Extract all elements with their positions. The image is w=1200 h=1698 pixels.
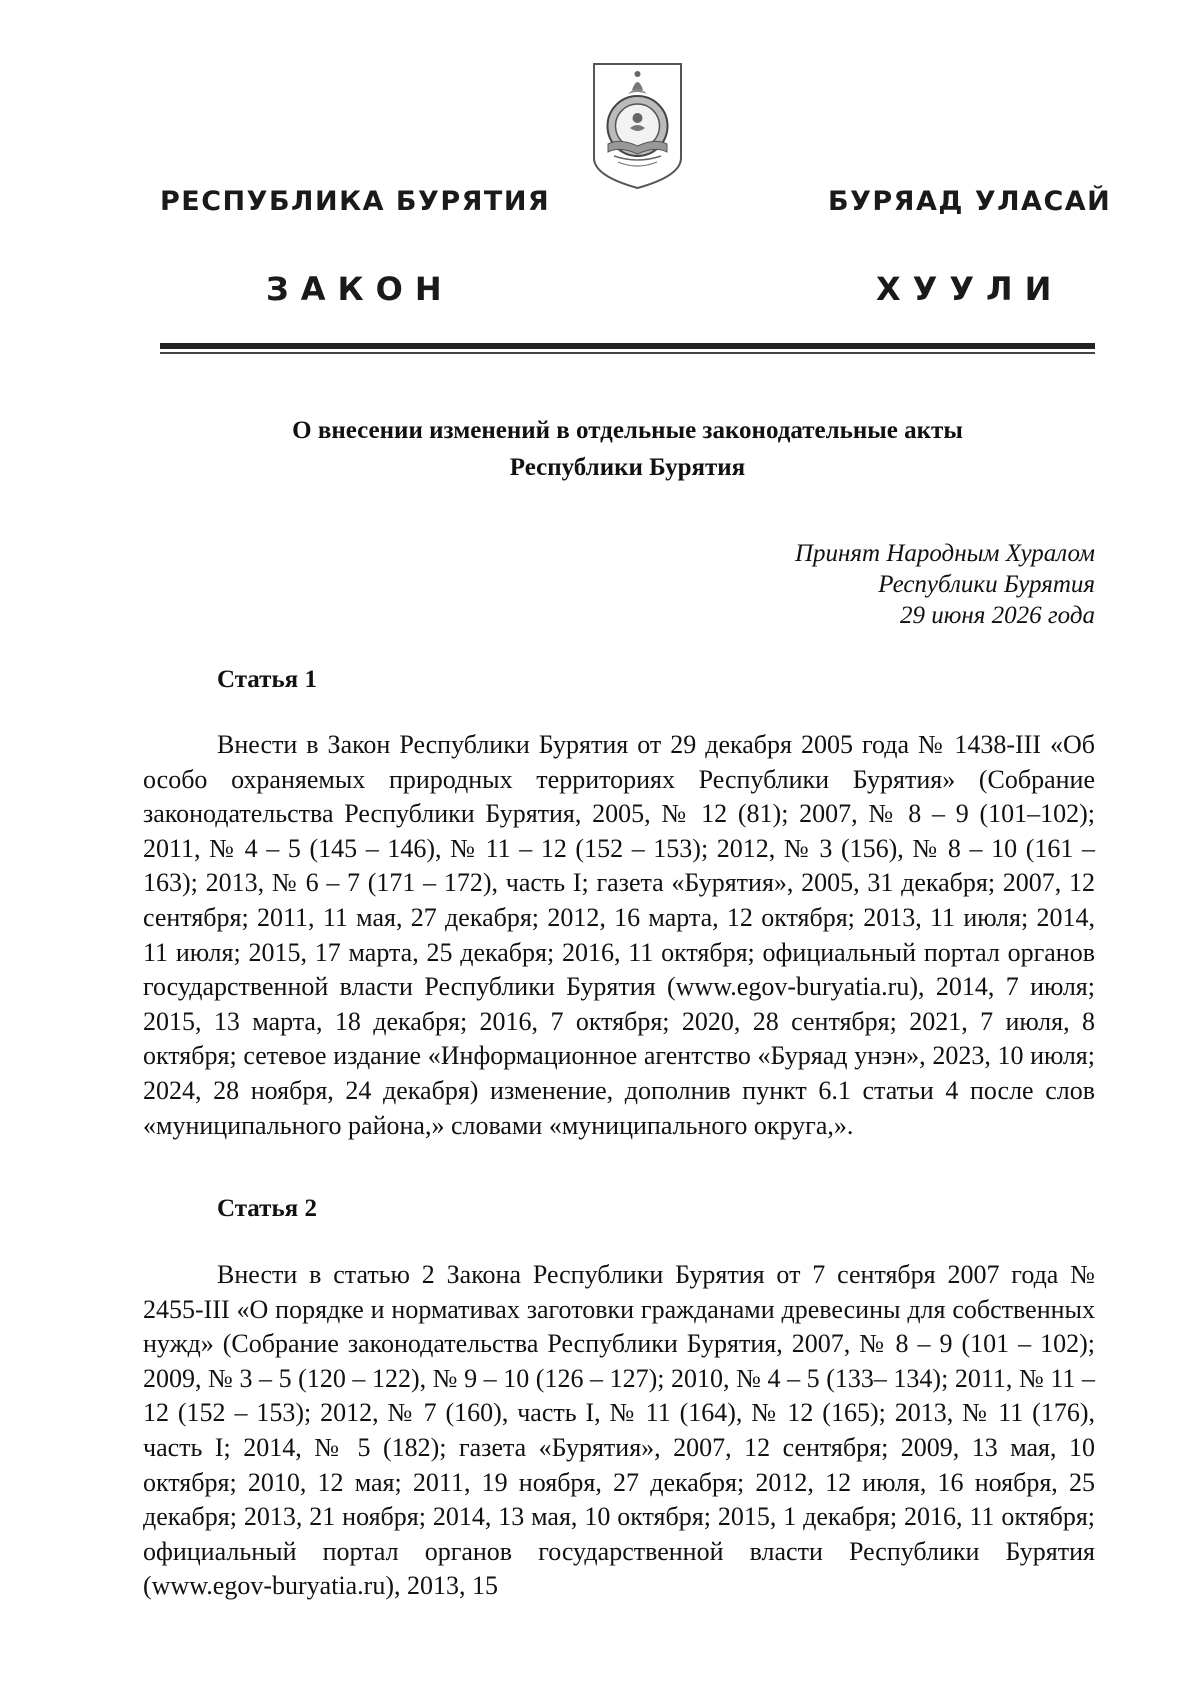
header-divider-thick bbox=[160, 343, 1095, 349]
republic-name-buryat: БУРЯАД УЛАСАЙ bbox=[828, 186, 1112, 217]
adoption-note-line-1: Принят Народным Хуралом bbox=[794, 540, 1095, 567]
document-title-line-2: Республики Бурятия bbox=[509, 454, 746, 481]
adoption-note bbox=[795, 538, 1095, 631]
article-1-heading: Статья 1 bbox=[217, 666, 317, 693]
document-title-line-1: О внесении изменений в отдельные законодательные акты bbox=[292, 417, 963, 444]
adoption-note-line-2: Республики Бурятия bbox=[878, 571, 1095, 598]
doc-type-buryat: ХУУЛИ bbox=[876, 270, 1064, 308]
adoption-date: 29 июня 2026 года bbox=[900, 602, 1095, 629]
header-divider-thin bbox=[160, 352, 1095, 354]
coat-of-arms-emblem bbox=[590, 60, 685, 192]
document-title bbox=[160, 412, 1095, 486]
article-1-text: Внести в Закон Республики Бурятия от 29 декабря 2005 года № 1438-III «Об особо охраняемых природных территориях Республики Бурятия» (Собрание законодательства Республики Бурятия, 2005, № 12 (81); 2007, № 8 – 9 (101–102); 2011, № 4 – 5 (145 – 146), № 11 – 12 (152 – 153); 2012, № 3 (156), № 8 – 10 (161 – 163); 2013, № 6 – 7 (171 – 172), часть I; газета «Бурятия», 2005, 31 декабря; 2007, 12 сентября; 2011, 11 мая, 27 декабря; 2012, 16 марта, 12 октября; 2013, 11 июля; 2014, 11 июля; 2015, 17 марта, 25 декабря; 2016, 11 октября; официальный портал органов государственной власти Республики Бурятия (www.egov-buryatia.ru), 2014, 7 июля; 2015, 13 марта, 18 декабря; 2016, 7 октября; 2020, 28 сентября; 2021, 7 июля, 8 октября; сетевое издание «Информационное агентство «Буряад унэн», 2023, 10 июля; 2024, 28 ноября, 24 декабря) изменение, дополнив пункт 6.1 статьи 4 после слов «муниципального района,» словами «муниципального округа,». bbox=[143, 730, 1095, 1140]
article-2-text: Внести в статью 2 Закона Республики Бурятия от 7 сентября 2007 года № 2455-III «О порядке и нормативах заготовки гражданами древесины для собственных нужд» (Собрание законодательства Республики Бурятия, 2007, № 8 – 9 (101 – 102); 2009, № 3 – 5 (120 – 122), № 9 – 10 (126 – 127); 2010, № 4 – 5 (133– 134); 2011, № 11 – 12 (152 – 153); 2012, № 7 (160), часть I, № 11 (164), № 12 (165); 2013, № 11 (176), часть I; 2014, № 5 (182); газета «Бурятия», 2007, 12 сентября; 2009, 13 мая, 10 октября; 2010, 12 мая; 2011, 19 ноября, 27 декабря; 2012, 12 июля, 16 ноября, 25 декабря; 2013, 21 ноября; 2014, 13 мая, 10 октября; 2015, 1 декабря; 2016, 11 октября; официальный портал органов государственной власти Республики Бурятия (www.egov-buryatia.ru), 2013, 15 bbox=[143, 1260, 1095, 1601]
doc-type-russian: ЗАКОН bbox=[266, 270, 454, 308]
article-2-heading: Статья 2 bbox=[217, 1195, 317, 1222]
republic-name-russian: РЕСПУБЛИКА БУРЯТИЯ bbox=[160, 186, 551, 217]
